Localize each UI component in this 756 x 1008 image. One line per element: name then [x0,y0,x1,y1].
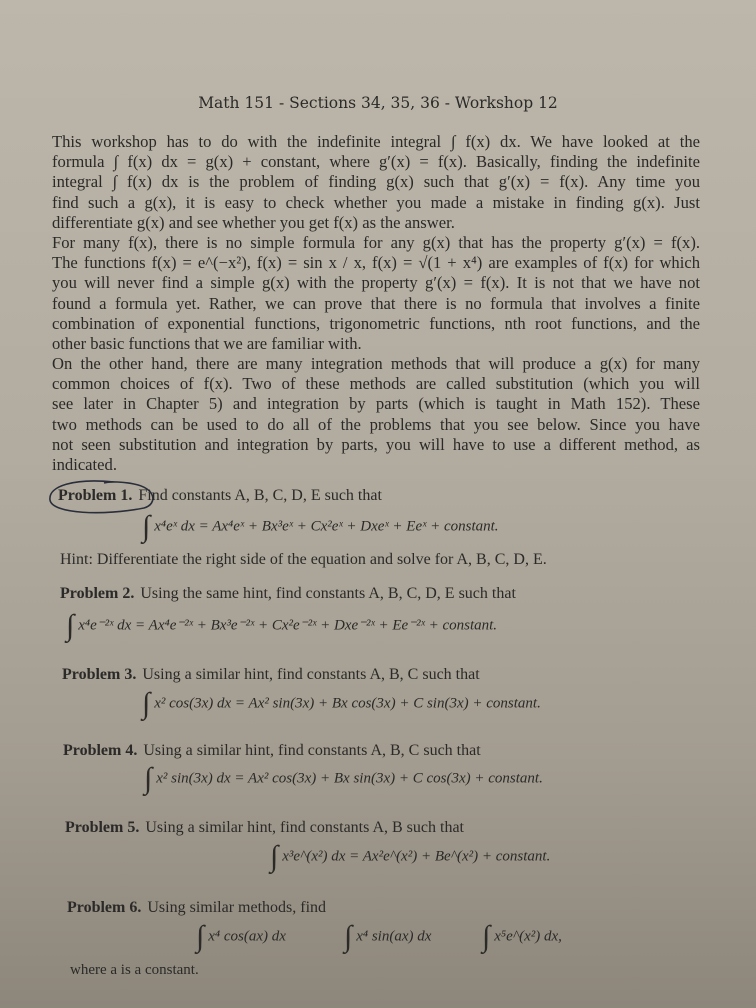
problem-6-integral-2: ∫ x⁴ sin(ax) dx [344,920,432,953]
integral-sign-icon: ∫ [344,920,353,953]
text-line: integral ∫ f(x) dx is the problem of finding g(x) such that g′(x) = f(x). Any time you [52,172,700,192]
problem-text: Find constants A, B, C, D, E such that [138,487,382,504]
text-line: For many f(x), there is no simple formula for any g(x) that has the property g′(x) = f(x). [52,232,700,252]
problem-1-hint: Hint: Differentiate the right side of the equation and solve for A, B, C, D, E. [60,551,547,568]
problem-2-heading: Problem 2. Using the same hint, find constants A, B, C, D, E such that [60,585,516,602]
integral-sign-icon: ∫ [270,840,279,873]
integral-sign-icon: ∫ [144,762,153,795]
text-line: This workshop has to do with the indefinite integral ∫ f(x) dx. We have looked at the [52,132,700,151]
problem-label: Problem 1. [58,487,133,504]
problem-4-heading: Problem 4. Using a similar hint, find constants A, B, C such that [63,742,481,759]
problem-3-equation: ∫ x² cos(3x) dx = Ax² sin(3x) + Bx cos(3x) + C sin(3x) + constant. [142,687,541,720]
text-line: differentiate g(x) and see whether you get f(x) as the answer. [52,212,455,232]
integral-sign-icon: ∫ [142,510,151,543]
problem-4-equation: ∫ x² sin(3x) dx = Ax² cos(3x) + Bx sin(3x) + C cos(3x) + constant. [144,762,543,795]
integral-sign-icon: ∫ [196,920,205,953]
text-line: found a formula yet. Rather, we can prove that there is no formula that involves a finite [52,293,700,313]
text-line: On the other hand, there are many integration methods that will produce a g(x) for many [52,354,700,374]
text-line: common choices of f(x). Two of these methods are called substitution (which you will [52,374,700,394]
problem-1-equation: ∫ x⁴eˣ dx = Ax⁴eˣ + Bx³eˣ + Cx²eˣ + Dxeˣ + Eeˣ + constant. [142,510,499,543]
text-line: you will never find a simple g(x) with the property g′(x) = f(x). It is not that we have not [52,273,700,293]
text-line: combination of exponential functions, trigonometric functions, nth root functions, and the [52,313,700,333]
problem-2-equation: ∫ x⁴e⁻²ˣ dx = Ax⁴e⁻²ˣ + Bx³e⁻²ˣ + Cx²e⁻²ˣ + Dxe⁻²ˣ + Ee⁻²ˣ + constant. [66,609,498,642]
text-line: The functions f(x) = e^(−x²), f(x) = sin x / x, f(x) = √(1 + x⁴) are examples of f(x) for which [52,253,700,273]
text-line: other basic functions that we are familiar with. [52,333,362,353]
problem-5-equation: ∫ x³e^(x²) dx = Ax²e^(x²) + Be^(x²) + constant. [270,840,551,873]
intro-paragraphs [52,132,700,475]
text-line: see later in Chapter 5) and integration by parts (which is taught in Math 152). These [52,394,700,414]
integral-sign-icon: ∫ [142,687,151,720]
text-line: find such a g(x), it is easy to check whether you made a mistake in finding g(x). Just [52,192,700,212]
text-line: not seen substitution and integration by parts, you will have to use a different method, as [52,434,700,454]
problem-6-heading: Problem 6. Using similar methods, find [67,899,327,916]
page-title: Math 151 - Sections 34, 35, 36 - Workshop 12 [198,94,558,112]
text-line: formula ∫ f(x) dx = g(x) + constant, where g′(x) = f(x). Basically, finding the indefinite [52,152,700,172]
text-line: two methods can be used to do all of the problems that you see below. Since you have [52,414,700,434]
integral-sign-icon: ∫ [482,920,491,953]
problem-6-integral-3: ∫ x⁵e^(x²) dx, [482,920,562,953]
integral-sign-icon: ∫ [66,609,75,642]
problem-3-heading: Problem 3. Using a similar hint, find constants A, B, C such that [62,666,480,683]
problem-1-heading [58,487,382,505]
text-line: indicated. [52,455,117,474]
problem-6-note: where a is a constant. [70,962,199,978]
problem-6-integral-1: ∫ x⁴ cos(ax) dx [196,920,286,953]
problem-5-heading: Problem 5. Using a similar hint, find constants A, B such that [65,819,464,836]
